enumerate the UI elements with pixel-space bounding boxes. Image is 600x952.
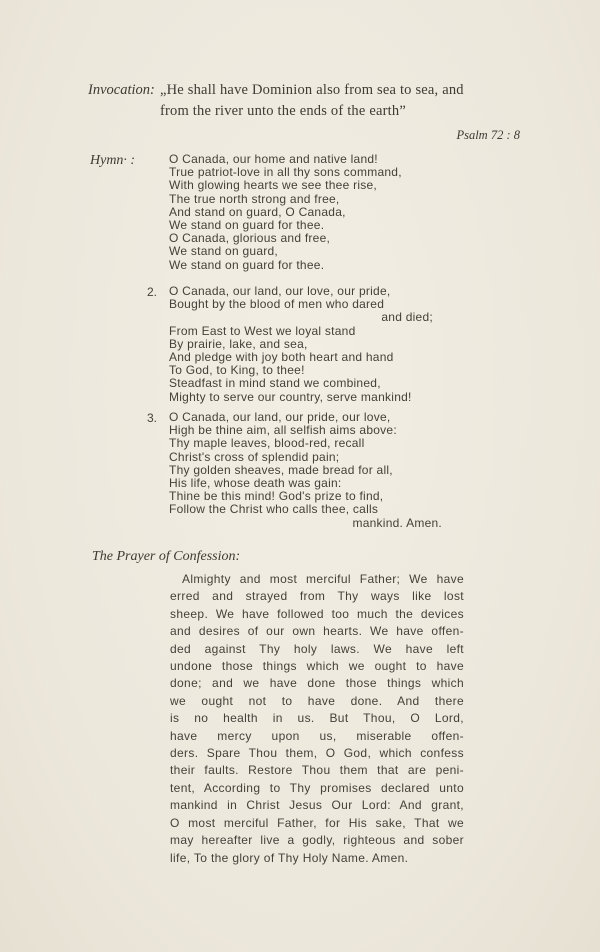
verse-line: We stand on guard for thee. (169, 218, 325, 233)
verse-number-2: 2. (147, 285, 158, 299)
verse-line: O Canada, our land, our pride, our love, (169, 410, 391, 424)
verse-line: High be thine aim, all selfish aims above: (169, 423, 397, 438)
prayer-line: life, To the glory of Thy Holy Name. Amen. (170, 850, 409, 865)
verse-line: Thine be this mind! God's prize to find, (169, 489, 384, 504)
hymn-label: Hymn· : (90, 153, 136, 168)
verse-number-3: 3. (147, 411, 158, 425)
verse-line: True patriot-love in all thy sons command, (169, 165, 402, 180)
prayer-line: undone those things which we ought to have (170, 659, 464, 674)
prayer-line: ders. Spare Thou them, O God, which confess (170, 746, 464, 761)
prayer-line: have mercy upon us, miserable offen- (170, 728, 464, 743)
verse-line: and died; (381, 310, 433, 325)
psalm-reference: Psalm 72 : 8 (456, 128, 520, 142)
verse-line: We stand on guard for thee. (169, 257, 325, 272)
invocation-label: Invocation: (88, 82, 155, 98)
prayer-title: The Prayer of Confession: (92, 549, 241, 564)
verse-line: mankind. Amen. (352, 515, 442, 530)
verse-line: O Canada, glorious and free, (169, 231, 331, 246)
prayer-body (170, 571, 464, 867)
prayer-line: we ought not to have done. And there (170, 693, 464, 708)
hymn-verse-1 (169, 153, 402, 272)
hymn-verse-2 (169, 285, 443, 404)
verse-line: We stand on guard, (169, 244, 279, 259)
verse-line: Follow the Christ who calls thee, calls (169, 502, 379, 517)
hymn-verse-3 (169, 411, 443, 530)
verse-line: With glowing hearts we see thee rise, (169, 178, 378, 193)
prayer-line: sheep. We have followed too much the devices (170, 606, 464, 621)
verse-line: Christ's cross of splendid pain; (169, 449, 340, 464)
prayer-line: and desires of our own hearts. We have offen- (170, 624, 464, 639)
prayer-line: Almighty and most merciful Father; We have (182, 572, 464, 586)
verse-line: Bought by the blood of men who dared (169, 297, 385, 312)
invocation-line-1: „He shall have Dominion also from sea to sea, and (160, 82, 464, 98)
prayer-line: may hereafter live a godly, righteous and sober (170, 833, 464, 848)
verse-line: His life, whose death was gain: (169, 476, 342, 491)
verse-line: O Canada, our home and native land! (169, 152, 378, 166)
prayer-line: tent, According to Thy promises declared unto (170, 780, 464, 795)
verse-line: Steadfast in mind stand we combined, (169, 376, 381, 391)
prayer-line: done; and we have done those things which (170, 676, 464, 691)
verse-line: Thy golden sheaves, made bread for all, (169, 462, 393, 477)
prayer-line: ded against Thy holy laws. We have left (170, 641, 464, 656)
verse-line: Thy maple leaves, blood-red, recall (169, 436, 365, 451)
verse-line: Mighty to serve our country, serve mankind! (169, 389, 412, 404)
invocation-line-2: from the river unto the ends of the earth” (160, 103, 406, 119)
verse-line: The true north strong and free, (169, 191, 340, 206)
verse-line: From East to West we loyal stand (169, 323, 356, 338)
verse-line: And pledge with joy both heart and hand (169, 350, 394, 365)
prayer-line: their faults. Restore Thou them that are peni- (170, 763, 464, 778)
prayer-line: O most merciful Father, for His sake, That we (170, 815, 464, 830)
verse-line: To God, to King, to thee! (169, 363, 305, 378)
prayer-line: mankind in Christ Jesus Our Lord: And grant, (170, 798, 464, 813)
verse-line: And stand on guard, O Canada, (169, 204, 346, 219)
verse-line: By prairie, lake, and sea, (169, 336, 308, 351)
verse-line: O Canada, our land, our love, our pride, (169, 284, 391, 298)
prayer-line: is no health in us. But Thou, O Lord, (170, 711, 464, 726)
prayer-line: erred and strayed from Thy ways like lost (170, 589, 464, 604)
